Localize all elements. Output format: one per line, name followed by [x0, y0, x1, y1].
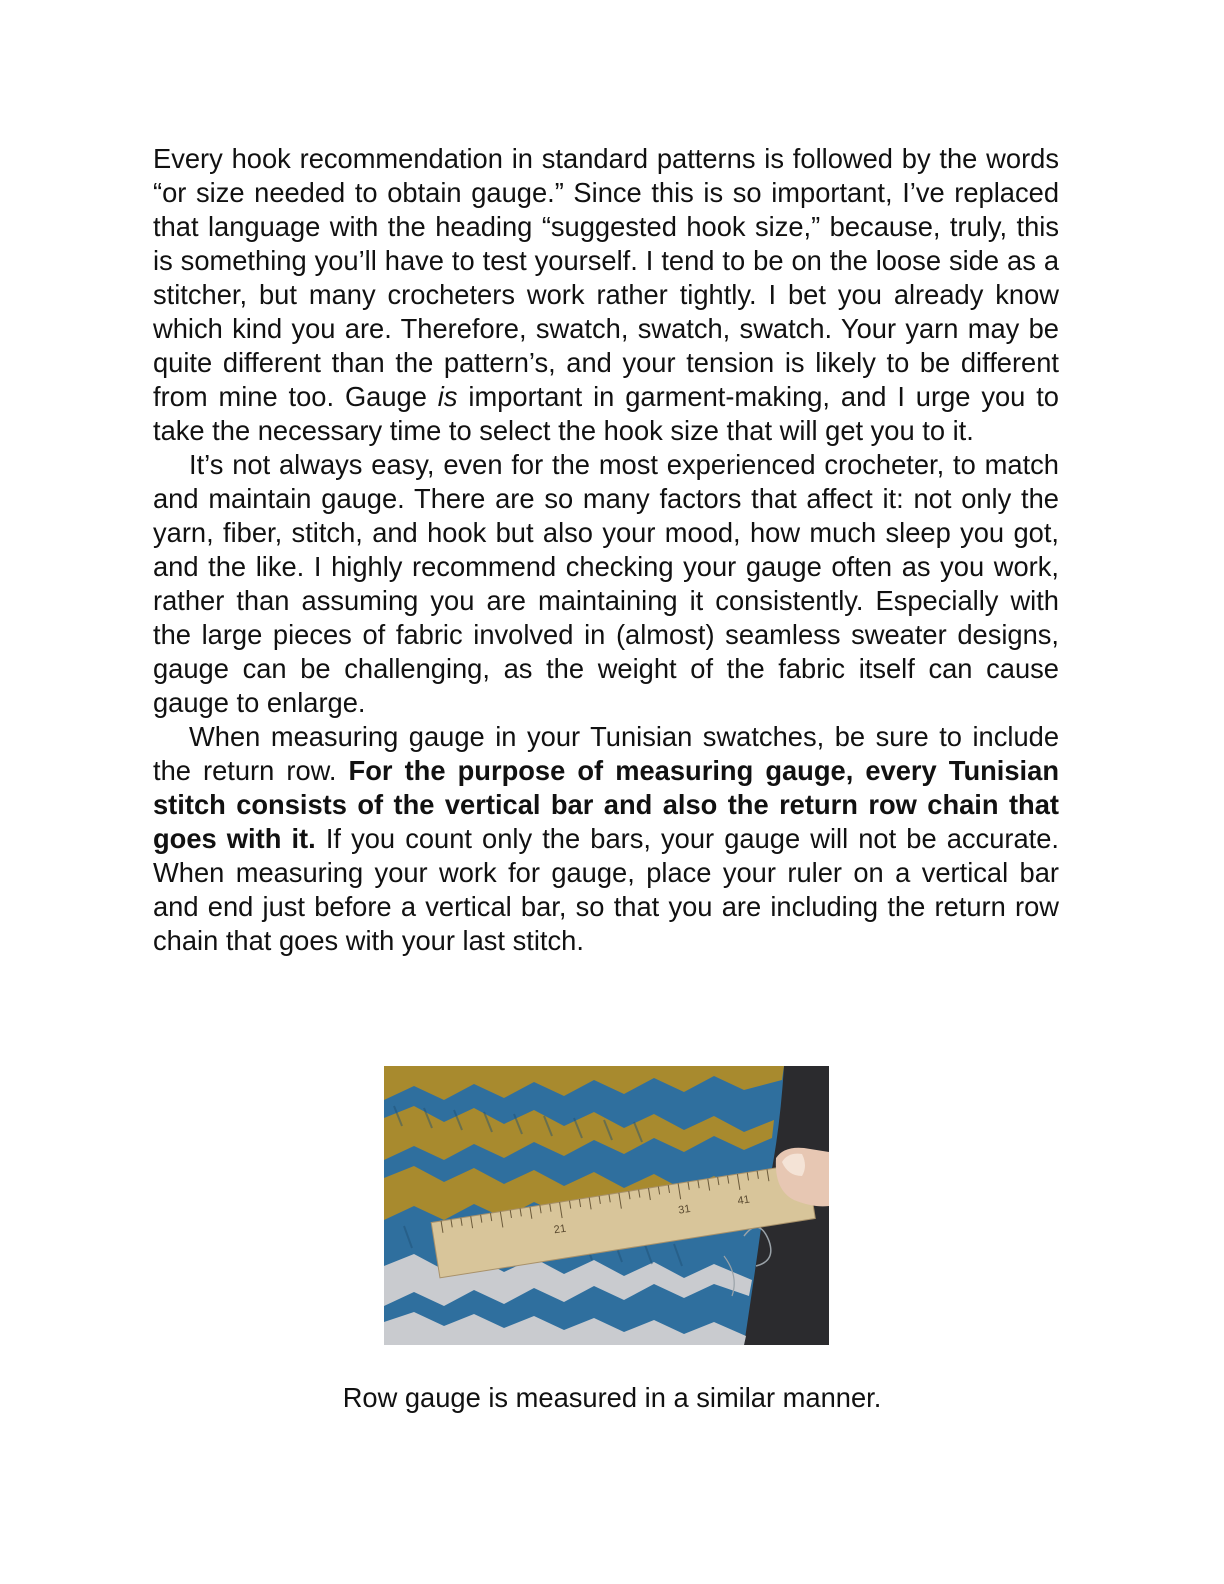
ruler-label-21: 21	[553, 1222, 567, 1237]
paragraph-1-text-b: important in garment-making, and I urge you to take the necessary time to select the hook size that will get you to it.	[153, 381, 1059, 446]
paragraph-3-text-b: If you count only the bars, your gauge will not be accurate. When measuring your work for gauge, place your ruler on a vertical bar and end just before a vertical bar, so that you are including the return row chain that goes with your last stitch.	[153, 823, 1059, 956]
paragraph-2: It’s not always easy, even for the most experienced crocheter, to match and maintain gauge. There are so many factors that affect it: not only the yarn, fiber, stitch, and hook but also your mood, how much sleep you got, and the like. I highly recommend checking your gauge often as you work, rather than assuming you are maintaining it consistently. Especially with the large pieces of fabric involved in (almost) seamless sweater designs, gauge can be challenging, as the weight of the fabric itself can cause gauge to enlarge.	[153, 449, 1059, 718]
swatch-illustration	[384, 1066, 829, 1345]
bold-gauge-definition: For the purpose of measuring gauge, every Tunisian stitch consists of the vertical bar and also the return row chain that goes with it.	[153, 755, 1059, 854]
ruler-label-41: 41	[736, 1193, 751, 1208]
swatch-photo	[384, 1066, 829, 1345]
text-body	[153, 142, 1059, 958]
figure-caption: Row gauge is measured in a similar manner.	[342, 1382, 882, 1413]
paragraph-1-text-a: Every hook recommendation in standard patterns is followed by the words “or size needed to obtain gauge.” Since this is so important, I’ve replaced that language with the heading “suggested hook size,” because, truly, this is something you’ll have to test yourself. I tend to be on the loose side as a stitcher, but many crocheters work rather tightly. I bet you already know which kind you are. Therefore, swatch, swatch, swatch. Your yarn may be quite different than the pattern’s, and your tension is likely to be different from mine too. Gauge	[153, 143, 1059, 412]
emphasis-is: is	[437, 381, 458, 412]
paragraph-1	[153, 142, 1059, 448]
paragraph-3-text-a: When measuring gauge in your Tunisian swatches, be sure to include the return row.	[153, 721, 1059, 786]
paragraph-3	[153, 720, 1059, 958]
ruler-label-31: 31	[677, 1202, 692, 1217]
